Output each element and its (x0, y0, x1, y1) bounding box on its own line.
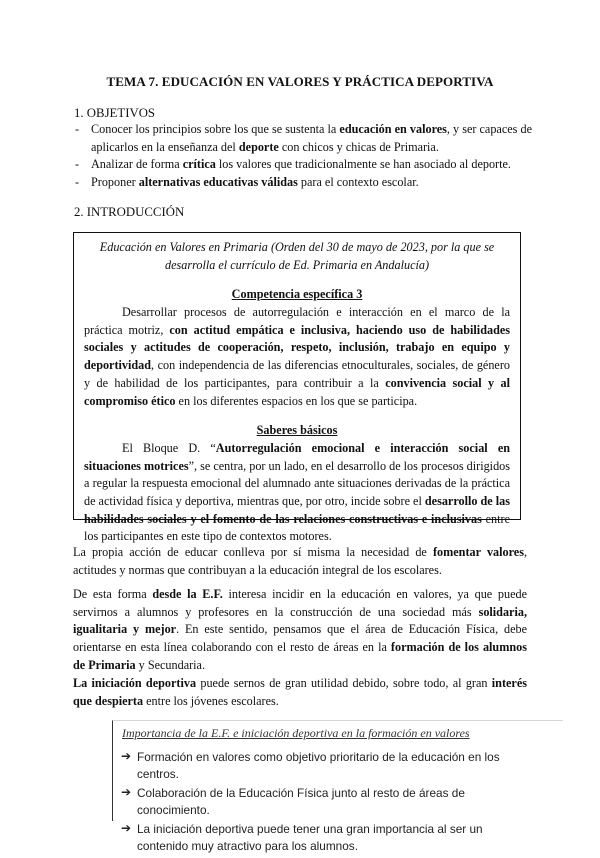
paragraph-ef: De esta forma desde la E.F. interesa incidir en la educación en valores, ya que puede servirnos a alumnos y profesores en la construcción de una sociedad más solidaria, igualitaria y mejor. En este sentido, pensamos que el área de Educación Física, debe orientarse en esta línea colaborando con el resto de áreas en la formación de los alumnos de Primaria y Secundaria. (73, 587, 527, 672)
saberes-text: El Bloque D. “Autorregulación emocional e interacción social en situaciones motrices”, se centra, por un lado, en el desarrollo de los procesos dirigidos a regular la respuesta emocional del alumnado ante situaciones derivadas de la práctica de actividad física y deportiva, mientras que, por otro, incide sobre el desarrollo de las habilidades sociales y el fomento de las relaciones constructivas e inclusivas entre los participantes en este tipo de contextos motores. (84, 440, 511, 544)
list-item: - Conocer los principios sobre los que se sustenta la educación en valores, y ser capaces de aplicarlos en la enseñanza del deporte con chicos y chicas de Primaria. (72, 121, 532, 156)
paragraph-iniciacion: La iniciación deportiva puede sernos de gran utilidad debido, sobre todo, al gran interés que despierta entre los jóvenes escolares. (73, 676, 527, 708)
saberes-heading: Saberes básicos (256, 423, 338, 438)
summary-list (113, 749, 533, 858)
document-title: TEMA 7. EDUCACIÓN EN VALORES Y PRÁCTICA DEPORTIVA (106, 74, 494, 89)
section-heading-introduccion: 2. INTRODUCCIÓN (74, 205, 185, 219)
importance-summary-box (112, 720, 563, 854)
summary-title: Importancia de la E.F. e iniciación deportiva en la formación en valores (122, 726, 470, 740)
list-item: ➔ La iniciación deportiva puede tener una gran importancia al ser un contenido muy atractivo para los alumnos. (121, 821, 483, 854)
arrow-right-icon: ➔ (121, 749, 132, 763)
box-caption: Educación en Valores en Primaria (Orden del 30 de mayo de 2023, por la que se desarrolla el currículo de Ed. Primaria en Andalucía) (99, 240, 495, 272)
competencia-heading: Competencia específica 3 (231, 287, 363, 302)
arrow-right-icon: ➔ (121, 785, 132, 800)
list-item: - Analizar de forma crítica los valores que tradicionalmente se han asociado al deporte. (72, 156, 532, 174)
paragraph-educar: La propia acción de educar conlleva por sí misma la necesidad de fomentar valores, actitudes y normas que contribuyan a la educación integral de los escolares. (73, 545, 527, 577)
list-item: - Proponer alternativas educativas válidas para el contexto escolar. (72, 174, 532, 192)
list-item: ➔ Colaboración de la Educación Física junto al resto de áreas de conocimiento. (121, 785, 465, 818)
objetivos-list (72, 121, 532, 192)
competencia-text: Desarrollar procesos de autorregulación e interacción en el marco de la práctica motriz, con actitud empática e inclusiva, haciendo uso de habilidades sociales y actitudes de cooperación, respeto, inclusión, trabajo en equipo y deportividad, con independencia de las diferencias etnoculturales, sociales, de género y de habilidad de los participantes, para contribuir a la convivencia social y al compromiso ético en los diferentes espacios en los que se participa. (84, 305, 510, 408)
arrow-right-icon: ➔ (121, 821, 132, 836)
section-heading-objetivos: 1. OBJETIVOS (74, 106, 156, 120)
curriculum-box (73, 232, 521, 544)
list-item: ➔ Formación en valores como objetivo prioritario de la educación en los centros. (121, 749, 500, 782)
